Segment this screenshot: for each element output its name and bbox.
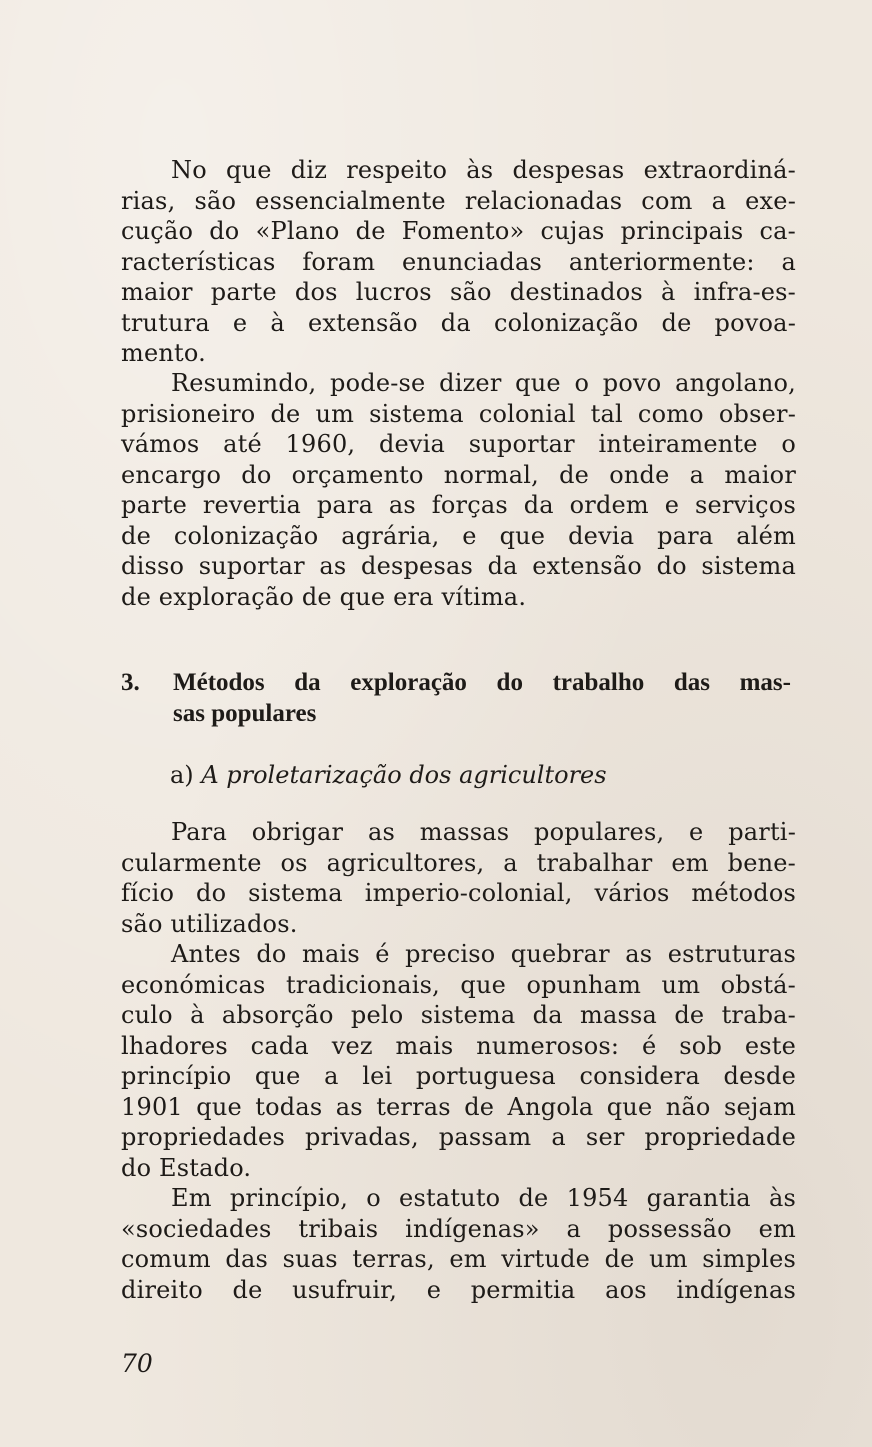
text-line: trutura e à extensão da colonização de povoa- bbox=[121, 308, 796, 337]
text-line: lhadores cada vez mais numerosos: é sob este bbox=[121, 1031, 796, 1060]
text-line: Em princípio, o estatuto de 1954 garantia às bbox=[171, 1184, 796, 1212]
page-number: 70 bbox=[121, 1349, 153, 1378]
text-line: Resumindo, pode-se dizer que o povo angolano, bbox=[171, 369, 796, 397]
text-line: princípio que a lei portuguesa considera desde bbox=[121, 1062, 796, 1090]
text-line: 1901 que todas as terras de Angola que não sejam bbox=[121, 1092, 796, 1121]
text-line: cularmente os agricultores, a trabalhar em bene- bbox=[121, 848, 796, 877]
text-line: cução do «Plano de Fomento» cujas principais ca- bbox=[121, 217, 796, 245]
text-line: direito de usufruir, e permitia aos indígenas bbox=[121, 1275, 796, 1304]
paragraph-obligation bbox=[121, 817, 796, 939]
text-line: comum das suas terras, em virtude de um simples bbox=[121, 1245, 796, 1273]
text-line: rias, são essencialmente relacionadas com a exe- bbox=[121, 186, 796, 215]
paragraph-traditional-structures bbox=[121, 939, 796, 1183]
text-line: racterísticas foram enunciadas anteriormente: a bbox=[121, 247, 796, 276]
text-line: propriedades privadas, passam a ser propriedade bbox=[121, 1123, 796, 1151]
text-line: «sociedades tribais indígenas» a possessão em bbox=[121, 1214, 796, 1243]
text-line: vámos até 1960, devia suportar inteiramente o bbox=[121, 430, 796, 458]
section-title-line: Métodos da exploração do trabalho das mas- bbox=[173, 669, 791, 696]
text-line: de exploração de que era vítima. bbox=[121, 582, 527, 611]
text-line: encargo do orçamento normal, de onde a maior bbox=[121, 460, 796, 489]
text-line: de colonização agrária, e que devia para além bbox=[121, 521, 796, 550]
subsection-title: A proletarização dos agricultores bbox=[201, 761, 607, 789]
paragraph-extraordinary-expenses bbox=[121, 155, 796, 369]
subsection-heading bbox=[170, 760, 607, 790]
text-line: parte revertia para as forças da ordem e serviços bbox=[121, 491, 796, 519]
text-line: fício do sistema imperio-colonial, vários métodos bbox=[121, 879, 796, 907]
text-line: maior parte dos lucros são destinados à infra-es- bbox=[121, 278, 796, 306]
text-line: culo à absorção pelo sistema da massa de traba- bbox=[121, 1001, 796, 1029]
text-line: mento. bbox=[121, 339, 206, 367]
paragraph-summary bbox=[121, 368, 796, 612]
text-line: disso suportar as despesas da extensão do sistema bbox=[121, 552, 796, 580]
text-line: económicas tradicionais, que opunham um obstá- bbox=[121, 970, 796, 999]
text-line: Para obrigar as massas populares, e parti- bbox=[171, 818, 796, 846]
text-line: são utilizados. bbox=[121, 909, 298, 938]
subsection-letter: a) bbox=[170, 761, 194, 789]
section-title-line: sas populares bbox=[173, 699, 317, 727]
paragraph-1954-statute bbox=[121, 1183, 796, 1305]
text-line: No que diz respeito às despesas extraordiná- bbox=[171, 156, 796, 184]
section-title bbox=[173, 668, 791, 729]
text-line: prisioneiro de um sistema colonial tal como obser- bbox=[121, 399, 796, 428]
section-number: 3. bbox=[121, 669, 140, 696]
text-line: do Estado. bbox=[121, 1153, 252, 1182]
text-line: Antes do mais é preciso quebrar as estruturas bbox=[171, 940, 796, 968]
